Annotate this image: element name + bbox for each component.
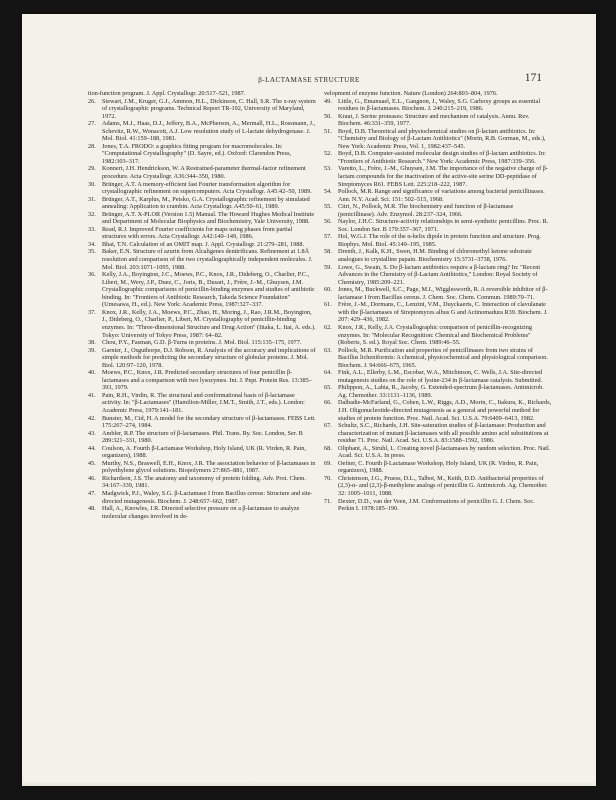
reference-number: 38. <box>88 339 96 347</box>
reference-entry <box>324 384 552 399</box>
reference-text: Moews, P.C., Knox, J.R. Predicted secondary structures of four penicillin β-lactamases and a comparison with two lysozymes. Int. J. Pept. Protein Res. 13:385–393, 1979. <box>102 369 312 392</box>
reference-number: 64. <box>324 369 332 377</box>
reference-text: Baker, E.N. Structure of azurin from Alcaligenes denitrificans. Refinement at 1.8Å resolution and comparison of the two crystallographically independent molecules. J. Mol. Biol. 203:1071–1095, 1988. <box>102 248 313 271</box>
reference-entry <box>88 165 316 180</box>
reference-number: 68. <box>324 444 332 452</box>
reference-number: 70. <box>324 474 332 482</box>
reference-number: 62. <box>324 323 332 331</box>
reference-entry <box>88 196 316 211</box>
reference-entry <box>88 392 316 415</box>
reference-entry <box>88 211 316 226</box>
reference-number: 44. <box>88 444 96 452</box>
reference-number: 47. <box>88 489 96 497</box>
reference-text: Naylor, J.H.C. Structure-activity relationships in semi-synthetic penicillins. Proc. R. Soc. London Ser. B 179:357–367, 1971. <box>338 218 549 233</box>
reference-number: 39. <box>88 346 96 354</box>
reference-number: 61. <box>324 301 332 309</box>
reference-list-left <box>88 98 316 521</box>
reference-list-right <box>324 98 552 513</box>
reference-entry <box>88 309 316 339</box>
reference-number: 34. <box>88 240 96 248</box>
reference-number: 57. <box>324 233 332 241</box>
reference-entry <box>324 286 552 301</box>
reference-entry <box>324 460 552 475</box>
reference-entry <box>324 233 552 248</box>
reference-entry <box>88 460 316 475</box>
reference-text: Konnert, J.H. Hendrickson, W. A Restrained-parameter thermal-factor refinement procedure. Acta Crystallogr. A36:344–350, 1980. <box>102 165 306 181</box>
reference-number: 49. <box>324 97 332 105</box>
reference-entry <box>324 324 552 347</box>
reference-number: 52. <box>324 150 332 158</box>
reference-entry <box>324 475 552 498</box>
reference-number: 69. <box>324 459 332 467</box>
reference-text: Read, R.J. Improved Fourier coefficients for maps using phases from partial structures with errors. Acta Crystallogr. A42:140–149, 1986. <box>102 225 293 241</box>
reference-entry <box>88 369 316 392</box>
reference-text: Brünger, A.T. A memory-efficient fast Fourier transformation algorithm for crystallographic refinement on supercomputers. Acta Crystallogr. A45:42–50, 1989. <box>102 180 312 196</box>
reference-number: 37. <box>88 308 96 316</box>
reference-number: 27. <box>88 120 96 128</box>
reference-entry <box>324 98 552 113</box>
reference-number: 40. <box>88 369 96 377</box>
reference-text: Coulson, A. Fourth β-Lactamase Workshop, Holy Island, UK (R. Virden, R. Pain, organizers), 1988. <box>102 444 306 460</box>
reference-text: Schultz, S.C., Richards, J.H. Site-saturation studies of β-lactamase: Production and characterization of mutant β-lactamases with all possible amino acid substitutions at residue 71. Proc. Natl. Acad. Sci. U.S.A. 83:1588–1592, 1986. <box>338 422 549 445</box>
reference-text: Ambler, R.P. The structure of β-lactamases. Phil. Trans. Ry. Soc. London, Ser. B 289:321–331, 1980. <box>102 429 303 445</box>
reference-number: 31. <box>88 195 96 203</box>
reference-number: 71. <box>324 497 332 505</box>
reference-continuation: velopment of enzyme function. Nature (London) 264:803–804, 1976. <box>324 90 498 97</box>
reference-entry <box>88 347 316 370</box>
reference-text: Jones, M., Buckwell, S.C., Page, M.I., Wigglesworth, R. A reversible inhibitor of β-lactamase I from Bacillus cereus. J. Chem. Soc. Chem. Commun. 1989:70–71. <box>338 286 548 301</box>
reference-text: Pain, R.H., Virdin, R. The structural and conformational basis of β-lactamase activity. In: "β-Lactamases" (Hamilton-Miller, J.M.T., Smith, J.T., eds.). London: Academic Press, 1979:141–181. <box>102 391 305 414</box>
reference-number: 66. <box>324 399 332 407</box>
reference-number: 58. <box>324 248 332 256</box>
reference-entry <box>88 445 316 460</box>
page-number: 171 <box>524 72 542 84</box>
reference-number: 54. <box>324 188 332 196</box>
reference-entry <box>324 248 552 263</box>
reference-number: 56. <box>324 218 332 226</box>
reference-text: Bhat, T.N. Calculation of an OMIT map. J. Appl. Crystallogr. 21:279–281, 1988. <box>102 240 305 248</box>
reference-text: Madgwick, P.J., Waley, S.G. β-Lactamase I from Bacillus cereus: Structure and site-directed mutagenesis. Biochem. J. 248:657–662, 1987. <box>102 489 313 505</box>
reference-entry <box>324 264 552 287</box>
reference-entry <box>88 505 316 520</box>
reference-text: Dalbadie-McFarland, G., Cohen, L.W., Riggs, A.D., Morin, C., Itakura, K., Richards, J.H. Oligonucleotide-directed mutagenesis as a general and powerful method for studies of protein function. Proc. Natl. Acad. Sci. U.S.A. 79:6409–6413, 1982. <box>338 399 552 422</box>
reference-number: 50. <box>324 112 332 120</box>
reference-text: Jones, T.A. FRODO: a graphics fitting program for macromolecules. In: "Computational Crystallography" (D. Sayre, ed.). Oxford: Clarendon Press, 1982:303–317. <box>102 142 292 165</box>
reference-text: Hall, A., Knowles, J.R. Directed selective pressure on a β-lactamase to analyze molecular changes involved in de- <box>102 505 300 520</box>
reference-number: 60. <box>324 286 332 294</box>
reference-text: Murthy, N.S., Braswell, E.H., Knox, J.R. The association behavior of β-lactamases in polyethylene glycol solutions. Biopolymers 27:865–881, 1987. <box>102 459 316 475</box>
running-head: β-LACTAMASE STRUCTURE <box>258 76 360 84</box>
reference-text: Brünger, A.T., Karplus, M., Petsko, G.A. Crystallographic refinement by simulated annealing: Application to crambin. Acta Crystallogr. A45:50–61, 1989. <box>102 195 310 211</box>
reference-text: Boyd, D.B. Computer-assisted molecular design studies of β-lactam antibiotics. In: "Frontiers of Antibiotic Research." New York: Academic Press, 1987:339–356. <box>338 150 546 165</box>
reference-entry <box>324 203 552 218</box>
reference-entry <box>88 490 316 505</box>
reference-text: Lowe, G., Swain, S. Do β-lactam antibiotics require a β-lactam ring? In: "Recent Advances in the Chemistry of β-Lactam Antibiotics," London: Royal Society of Chemistry, 1985:209–221. <box>338 263 541 286</box>
reference-entry <box>324 128 552 151</box>
reference-entry <box>324 188 552 203</box>
reference-text: Brünger, A.T. X-PLOR (Version 1.5) Manual. The Howard Hughes Medical Institute and Department of Molecular Biophysics and Biochemistry, Yale University, 1988. <box>102 210 315 226</box>
reference-entry <box>324 301 552 324</box>
reference-text: Little, G., Emanuael, E.L., Gangnon, J., Waley, S.G. Carboxy groups as essential residues in β-lactamases. Biochem. J. 240:215–219, 1986. <box>338 97 541 113</box>
reference-number: 46. <box>88 474 96 482</box>
reference-entry <box>88 226 316 241</box>
reference-number: 35. <box>88 248 96 256</box>
reference-entry <box>88 415 316 430</box>
reference-entry <box>88 339 316 347</box>
reference-text: Kelly, J.A., Boyington, J.C., Moews, P.C., Knox, J.R., Dideberg, O., Charlier, P.C., Libert, M., Wery, J.P., Duez, C., Joris, B., Dusart, J., Frère, J.-M., Ghuysen, J.M. Crystallographic comparisons of penicillin-binding enzymes and studies of antibiotic binding. In: "Frontiers of Antibiotic Research, Takeda Science Foundation" (Umesawa, H., ed.). New York: Academic Press, 1987:327–337. <box>102 271 315 309</box>
reference-number: 55. <box>324 203 332 211</box>
reference-number: 53. <box>324 165 332 173</box>
reference-number: 43. <box>88 429 96 437</box>
reference-number: 26. <box>88 97 96 105</box>
reference-number: 33. <box>88 225 96 233</box>
reference-number: 63. <box>324 346 332 354</box>
reference-entry <box>88 430 316 445</box>
reference-text: Frère, J.-M., Dormans, C., Lenzini, V.M., Duyckaerts, C. Interaction of clavulanate with the β-lactamases of Streptomyces albus G and Actinomadura R39. Biochem. J. 207: 429–436, 1982. <box>338 301 548 324</box>
references-right-column <box>324 90 552 513</box>
reference-entry <box>88 475 316 490</box>
reference-text: Citri, N., Pollock, M.R. The biochemistry and function of β-lactamase (penicillinase). Adv. Enzymol. 28:237–324, 1966. <box>338 203 514 218</box>
reference-number: 51. <box>324 127 332 135</box>
reference-text: Oliphant, A., Struhl, L. Creating novel β-lactamases by random selection. Proc. Natl. Acad. Sci. U.S.A. In press. <box>338 444 551 460</box>
reference-text: Hol, W.G.J. The role of the α-helix dipole in protein function and structure. Prog. Biophys. Mol. Biol. 45:149–195, 1985. <box>338 233 541 248</box>
reference-number: 42. <box>88 414 96 422</box>
reference-entry <box>88 120 316 143</box>
reference-entry <box>324 165 552 188</box>
reference-text: Dexter, D.D., van der Veen, J.M. Conformations of penicillin G. J. Chem. Soc. Perkin I. 1978:185–190. <box>338 497 535 513</box>
journal-page <box>22 14 596 786</box>
reference-text: Varetto, L., Frère, J.-M., Ghuysen, J.M. The importance of the negative charge of β-lactam compounds for the inactivation of the active-site serine DD-peptidase of Streptomyces R61. FEBS Lett. 225:218–222, 1987. <box>338 165 549 188</box>
reference-text: Stewart, J.M., Kruger, G.J., Ammon, H.L., Dickinson, C. Hall, S.R. The x-ray system of crystallographic programs. Technical Report TR-192, University of Maryland, 1972. <box>102 97 316 120</box>
reference-text: Adams, M.J., Haas, D.J., Jeffery, B.A., McPherson, A., Mermall, H.L., Rossmann, J., Schevitz, R.W., Wonacott, A.J. Low resolution study of L-lactate dehydrogenase. J. Mol. Biol. 41:159–188, 1981. <box>102 120 316 143</box>
reference-text: Knox, J.R., Kelly, J.A. Crystallographic comparison of penicillin-recognizing enzymes. In: "Molecular Recognition: Chemical and Biochemical Problems" (Roberts, S. ed.). Royal Soc. Chem. 1989:46–55. <box>338 323 533 347</box>
reference-text: Drenth, J., Kalk, K.H., Swen, H.M. Binding of chloromethyl ketone substrate analogues to crystalline papain. Biochemistry 15:3731–3738, 1976. <box>338 248 532 264</box>
reference-entry <box>324 369 552 384</box>
reference-entry <box>88 98 316 121</box>
reference-text: Kraut, J. Serine proteases: Structure and mechanism of catalysis. Annu. Rev. Biochem. 46:331–359, 1977. <box>338 112 530 128</box>
reference-number: 36. <box>88 271 96 279</box>
reference-entry <box>324 113 552 128</box>
reference-entry <box>88 181 316 196</box>
reference-entry <box>324 445 552 460</box>
reference-entry <box>88 143 316 166</box>
reference-text: Chou, P.Y., Fasman, G.D. β-Turns in proteins. J. Mol. Biol. 115:135–175, 1977. <box>102 339 302 347</box>
reference-entry <box>324 150 552 165</box>
reference-text: Christenson, J.G., Pruess, D.L., Talbot, M., Keith, D.D. Antibacterial properties of (2,3)-α- and (2,3)-β-methylene analogs of penicillin G. Antimicrob. Ag. Chemother. 32: 1005–1011, 1988. <box>338 474 548 497</box>
reference-entry <box>324 422 552 445</box>
reference-text: Fink, A.L., Ellerby, L.M., Escobar, W.A., Mitchinson, C. Wells, J.A. Site-directed mutagenesis studies on the role of lysine-234 in β-lactamase catalysis. Submitted. <box>338 369 543 384</box>
reference-number: 32. <box>88 210 96 218</box>
reference-entry <box>88 248 316 271</box>
reference-number: 30. <box>88 180 96 188</box>
reference-entry <box>88 271 316 309</box>
reference-number: 45. <box>88 459 96 467</box>
reference-entry <box>324 218 552 233</box>
reference-text: Pollock, M.R. Purification and properties of penicillinases from two strains of Bacillus licheniformis: A chemical, physicochemical and physiological comparison. Biochem. J. 94:666–675, 1965. <box>338 346 548 369</box>
reference-text: Philippon, A., Labia, R., Jacoby, G. Extended-spectrum β-lactamases. Antimicrob. Ag. Chemother. 33:1131–1136, 1989. <box>338 384 544 399</box>
reference-number: 65. <box>324 384 332 392</box>
reference-text: Boyd, D.B. Theoretical and physiochemical studies on β-lactam antibiotics. In: "Chemistry and Biology of β-Lactam Antibiotics" (Morin, R.B. Gorman, M., eds.), New York: Academic Press, Vol. 1, 1982:437–545. <box>338 127 546 150</box>
reference-continuation: tion-function program. J. Appl. Crystallogr. 20:517–521, 1987. <box>88 90 246 97</box>
reference-number: 29. <box>88 165 96 173</box>
reference-entry <box>324 498 552 513</box>
reference-number: 28. <box>88 142 96 150</box>
reference-text: Oefner, C. Fourth β-Lactamase Workshop, Holy Island, UK (R. Virden, R. Pain, organizers), 1988. <box>338 459 539 475</box>
reference-number: 67. <box>324 422 332 430</box>
reference-text: Pollock, M.R. Range and significance of variations among bacterial penicillinases. Ann. N.Y. Acad. Sci. 151: 502–515, 1968. <box>338 188 545 203</box>
reference-entry <box>324 399 552 422</box>
reference-number: 59. <box>324 263 332 271</box>
reference-text: Garnier, J., Osguthorpe, D.J. Robson, R. Analysis of the accuracy and implications of simple methods for predicting the secondary structure of globular proteins. J. Mol. Biol. 120:97–120, 1978. <box>102 346 316 369</box>
reference-text: Knox, J.R., Kelly, J.A., Moews, P.C., Zhao, H., Moring, J., Rao, J.R.M., Boyington, J., Dideberg, O., Charlier, P., Libert, M. Crystallography of penicillin-binding enzymes. In: "Three-dimensional Structure and Drug Action" (Iitaka, L. Itai, A. eds.). Tokyo: University of Tokyo Press, 1987: 64–82. <box>102 308 316 339</box>
reference-entry <box>324 347 552 370</box>
reference-text: Richardson, J.S. The anatomy and taxonomy of protein folding. Adv. Prot. Chem. 34:167–339, 1981. <box>102 474 306 490</box>
references-left-column <box>88 90 316 520</box>
reference-number: 41. <box>88 391 96 399</box>
reference-text: Bunster, M., Cid, H. A model for the secondary structure of β-lactamases. FEBS Lett. 175:267–274, 1984. <box>102 414 316 430</box>
reference-number: 48. <box>88 505 96 513</box>
scan-edge <box>22 781 596 786</box>
